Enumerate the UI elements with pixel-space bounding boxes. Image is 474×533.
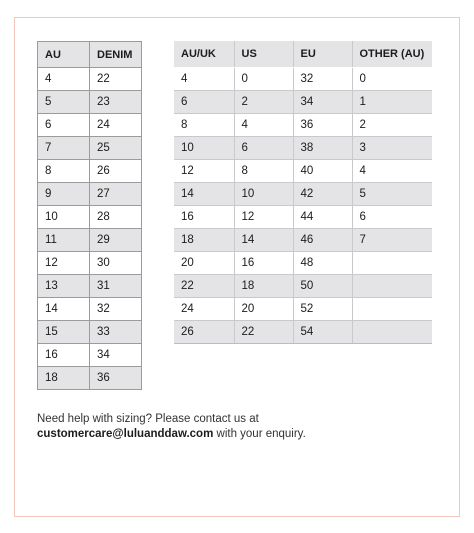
- table-row: [38, 229, 142, 252]
- table-row: [38, 344, 142, 367]
- table-cell: 26: [174, 320, 234, 343]
- table-row: [174, 182, 432, 205]
- table-row: [38, 137, 142, 160]
- table-cell: 25: [90, 137, 142, 160]
- table-cell: 46: [293, 228, 352, 251]
- table-cell: 12: [174, 159, 234, 182]
- table-cell: 10: [234, 182, 293, 205]
- table-cell: 0: [234, 67, 293, 90]
- table-cell: 15: [38, 321, 90, 344]
- table-cell: 20: [174, 251, 234, 274]
- table-row: [38, 321, 142, 344]
- table-row: [174, 205, 432, 228]
- table-row: [38, 160, 142, 183]
- table-row: [174, 297, 432, 320]
- table-row: [174, 228, 432, 251]
- table-cell: 22: [174, 274, 234, 297]
- table-cell: 24: [90, 114, 142, 137]
- help-line: [37, 427, 437, 442]
- table-cell: 2: [234, 90, 293, 113]
- table-row: [174, 251, 432, 274]
- table-cell: 4: [352, 159, 432, 182]
- table-cell: 6: [352, 205, 432, 228]
- table-cell: 20: [234, 297, 293, 320]
- table-cell: 31: [90, 275, 142, 298]
- table-cell: 8: [234, 159, 293, 182]
- denim-size-table: [37, 41, 142, 390]
- table-cell: 16: [234, 251, 293, 274]
- customer-care-email-link[interactable]: customercare@luluanddaw.com: [37, 428, 214, 440]
- table-cell: 42: [293, 182, 352, 205]
- table-row: [174, 90, 432, 113]
- column-header: US: [234, 41, 293, 67]
- table-row: [38, 367, 142, 390]
- table-cell: [352, 274, 432, 297]
- column-header: EU: [293, 41, 352, 67]
- table-cell: 4: [38, 68, 90, 91]
- table-cell: 1: [352, 90, 432, 113]
- table-cell: 5: [352, 182, 432, 205]
- table-cell: 34: [90, 344, 142, 367]
- table-cell: 32: [90, 298, 142, 321]
- table-cell: 2: [352, 113, 432, 136]
- table-cell: 33: [90, 321, 142, 344]
- table-cell: 6: [234, 136, 293, 159]
- table-cell: 44: [293, 205, 352, 228]
- table-cell: 50: [293, 274, 352, 297]
- table-row: [174, 67, 432, 90]
- table-cell: [352, 297, 432, 320]
- table-cell: 22: [90, 68, 142, 91]
- table-cell: 22: [234, 320, 293, 343]
- table-cell: 7: [38, 137, 90, 160]
- table-cell: 7: [352, 228, 432, 251]
- table-cell: 52: [293, 297, 352, 320]
- table-cell: 14: [38, 298, 90, 321]
- table-cell: 6: [174, 90, 234, 113]
- size-conversion-table: [174, 41, 432, 344]
- table-cell: 28: [90, 206, 142, 229]
- help-suffix: with your enquiry.: [213, 428, 306, 440]
- table-cell: 32: [293, 67, 352, 90]
- table-cell: 27: [90, 183, 142, 206]
- table-cell: 36: [90, 367, 142, 390]
- table-cell: 18: [174, 228, 234, 251]
- table-row: [38, 183, 142, 206]
- table-row: [38, 206, 142, 229]
- table-row: [38, 91, 142, 114]
- table-cell: [352, 320, 432, 343]
- table-row: [38, 252, 142, 275]
- table-cell: 40: [293, 159, 352, 182]
- table-cell: 26: [90, 160, 142, 183]
- table-cell: 5: [38, 91, 90, 114]
- table-cell: 29: [90, 229, 142, 252]
- table-cell: 9: [38, 183, 90, 206]
- table-cell: 8: [38, 160, 90, 183]
- table-header-row: [38, 42, 142, 68]
- table-cell: 18: [234, 274, 293, 297]
- help-line: Need help with sizing? Please contact us at: [37, 413, 259, 425]
- column-header: DENIM: [90, 42, 142, 68]
- table-cell: 8: [174, 113, 234, 136]
- table-cell: 30: [90, 252, 142, 275]
- table-cell: 38: [293, 136, 352, 159]
- column-header: AU/UK: [174, 41, 234, 67]
- table-cell: 48: [293, 251, 352, 274]
- table-cell: 12: [234, 205, 293, 228]
- table-row: [174, 320, 432, 343]
- table-cell: 18: [38, 367, 90, 390]
- table-cell: 4: [234, 113, 293, 136]
- table-cell: 24: [174, 297, 234, 320]
- table-cell: 12: [38, 252, 90, 275]
- table-cell: 10: [174, 136, 234, 159]
- table-cell: 16: [174, 205, 234, 228]
- sizing-help-text: [37, 412, 437, 442]
- table-cell: 14: [234, 228, 293, 251]
- table-cell: 4: [174, 67, 234, 90]
- column-header: OTHER (AU): [352, 41, 432, 67]
- table-row: [38, 275, 142, 298]
- table-cell: 3: [352, 136, 432, 159]
- table-row: [174, 274, 432, 297]
- table-cell: 13: [38, 275, 90, 298]
- column-header: AU: [38, 42, 90, 68]
- table-cell: [352, 251, 432, 274]
- table-cell: 23: [90, 91, 142, 114]
- table-row: [38, 68, 142, 91]
- table-cell: 36: [293, 113, 352, 136]
- table-row: [38, 114, 142, 137]
- table-header-row: [174, 41, 432, 67]
- table-cell: 11: [38, 229, 90, 252]
- table-cell: 10: [38, 206, 90, 229]
- table-row: [174, 136, 432, 159]
- table-row: [174, 113, 432, 136]
- table-cell: 54: [293, 320, 352, 343]
- table-cell: 0: [352, 67, 432, 90]
- table-row: [174, 159, 432, 182]
- table-cell: 16: [38, 344, 90, 367]
- table-cell: 6: [38, 114, 90, 137]
- table-cell: 14: [174, 182, 234, 205]
- table-cell: 34: [293, 90, 352, 113]
- table-row: [38, 298, 142, 321]
